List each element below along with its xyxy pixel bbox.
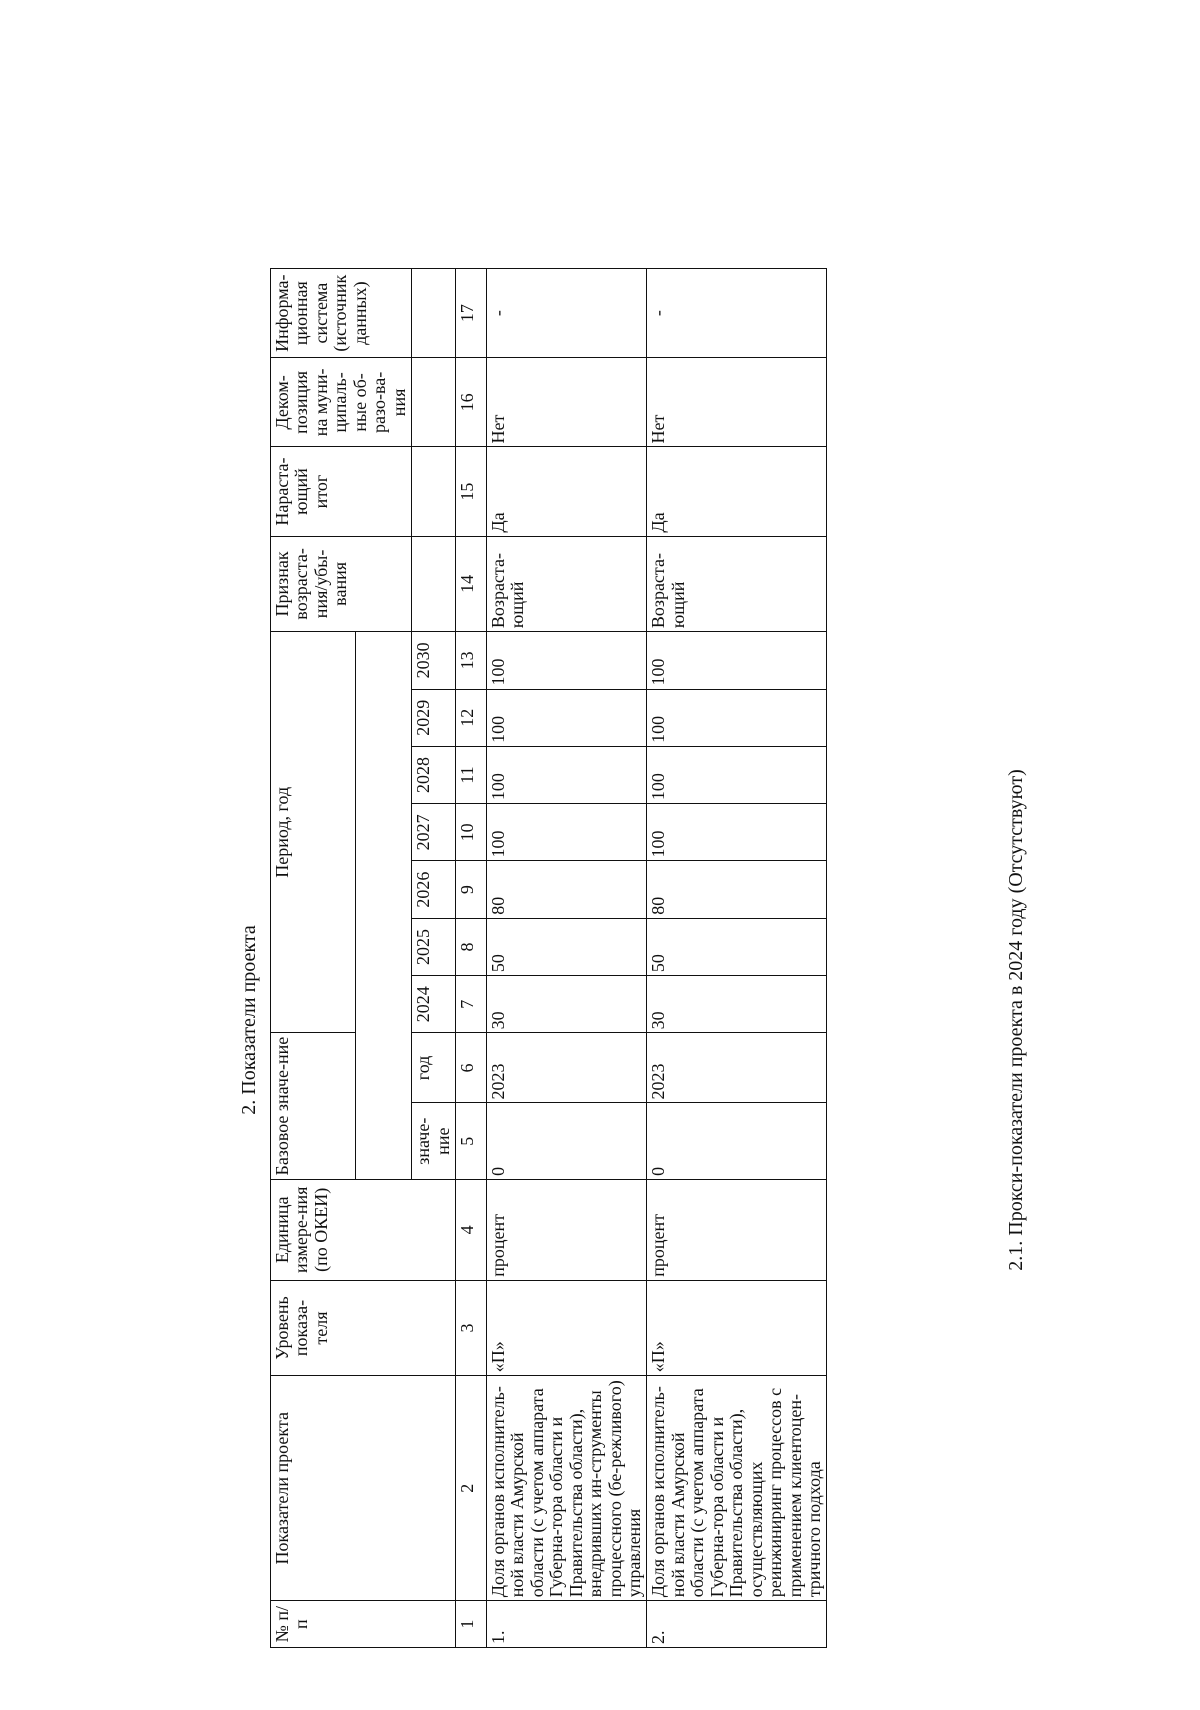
base-value: 0 (486, 1103, 647, 1179)
year-value: 100 (486, 746, 647, 803)
year-value: 100 (647, 689, 827, 746)
section-title: 2. Показатели проекта (238, 925, 260, 1115)
header-info-system: Информа-ционная система (источник данных) (271, 269, 412, 358)
column-number: 9 (455, 861, 486, 918)
column-number: 11 (455, 746, 486, 803)
year-value: 50 (647, 918, 827, 975)
indicators-table (270, 268, 827, 1648)
column-number: 6 (455, 1033, 486, 1103)
decomposition: Нет (647, 358, 827, 447)
table-row (647, 269, 827, 1648)
header-sign: Признак возраста-ния/убы-вания (271, 536, 412, 632)
year-value: 100 (486, 689, 647, 746)
header-year: 2026 (412, 861, 456, 918)
year-value: 80 (647, 861, 827, 918)
column-number: 17 (455, 269, 486, 358)
column-number: 10 (455, 804, 486, 861)
cumulative-total: Да (486, 447, 647, 536)
base-year: 2023 (486, 1033, 647, 1103)
header-unit: Единица измере-ния (по ОКЕИ) (271, 1179, 456, 1280)
row-number: 1. (486, 1601, 647, 1648)
year-value: 30 (486, 976, 647, 1033)
indicator-level: «П» (647, 1280, 827, 1376)
year-value: 100 (486, 804, 647, 861)
info-system: - (647, 269, 827, 358)
column-number: 13 (455, 632, 486, 689)
cumulative-total: Да (647, 447, 827, 536)
column-number: 7 (455, 976, 486, 1033)
header-cumulative: Нараста-ющий итог (271, 447, 412, 536)
column-number: 14 (455, 536, 486, 632)
header-year: 2030 (412, 632, 456, 689)
decomposition: Нет (486, 358, 647, 447)
info-system: - (486, 269, 647, 358)
year-value: 80 (486, 861, 647, 918)
base-year: 2023 (647, 1033, 827, 1103)
header-year: 2024 (412, 976, 456, 1033)
year-value: 100 (647, 632, 827, 689)
column-number: 16 (455, 358, 486, 447)
header-year: 2029 (412, 689, 456, 746)
header-year: 2027 (412, 804, 456, 861)
header-period: Период, год (271, 632, 356, 1033)
growth-sign: Возраста-ющий (647, 536, 827, 632)
row-number: 2. (647, 1601, 827, 1648)
header-level: Уровень показа-теля (271, 1280, 456, 1376)
indicator-unit: процент (647, 1179, 827, 1280)
table-row (486, 269, 647, 1648)
year-value: 100 (647, 804, 827, 861)
column-number: 5 (455, 1103, 486, 1179)
column-number: 3 (455, 1280, 486, 1376)
header-year: 2025 (412, 918, 456, 975)
header-year: 2028 (412, 746, 456, 803)
column-number: 2 (455, 1376, 486, 1601)
indicator-unit: процент (486, 1179, 647, 1280)
column-numbers-row (455, 269, 486, 1648)
header-base-value: значе-ние (412, 1103, 456, 1179)
header-decomposition-blank (412, 358, 456, 447)
growth-sign: Возраста-ющий (486, 536, 647, 632)
indicator-level: «П» (486, 1280, 647, 1376)
header-base-year: год (412, 1033, 456, 1103)
subsection-title: 2.1. Прокси-показатели проекта в 2024 году (Отсутствуют) (1005, 769, 1027, 1271)
header-info-blank (412, 269, 456, 358)
header-num: № п/п (271, 1601, 456, 1648)
column-number: 8 (455, 918, 486, 975)
rotated-content (150, 210, 1110, 1710)
year-value: 50 (486, 918, 647, 975)
header-cumulative-blank (412, 447, 456, 536)
header-decomposition: Деком-позиция на муни-ципаль-ные об-разо-ва-ния (271, 358, 412, 447)
year-value: 100 (647, 746, 827, 803)
indicator-name: Доля органов исполнитель-ной власти Амурской области (с учетом аппарата Губерна-тора области и Правительства области), внедривших ин-струменты процессного (бе-режливого) управления (486, 1376, 647, 1601)
header-indicator: Показатели проекта (271, 1376, 456, 1601)
column-number: 1 (455, 1601, 486, 1648)
column-number: 4 (455, 1179, 486, 1280)
indicator-name: Доля органов исполнитель-ной власти Амурской области (с учетом аппарата Губерна-тора области и Правительства области), осуществляющих реинжиниринг процессов с применением клиентоцен-тричного подхода (647, 1376, 827, 1601)
base-value: 0 (647, 1103, 827, 1179)
year-value: 30 (647, 976, 827, 1033)
year-value: 100 (486, 632, 647, 689)
column-number: 15 (455, 447, 486, 536)
column-number: 12 (455, 689, 486, 746)
header-sign-blank (412, 536, 456, 632)
header-row-1 (271, 269, 356, 1648)
header-base: Базовое значе-ние (271, 1033, 356, 1179)
